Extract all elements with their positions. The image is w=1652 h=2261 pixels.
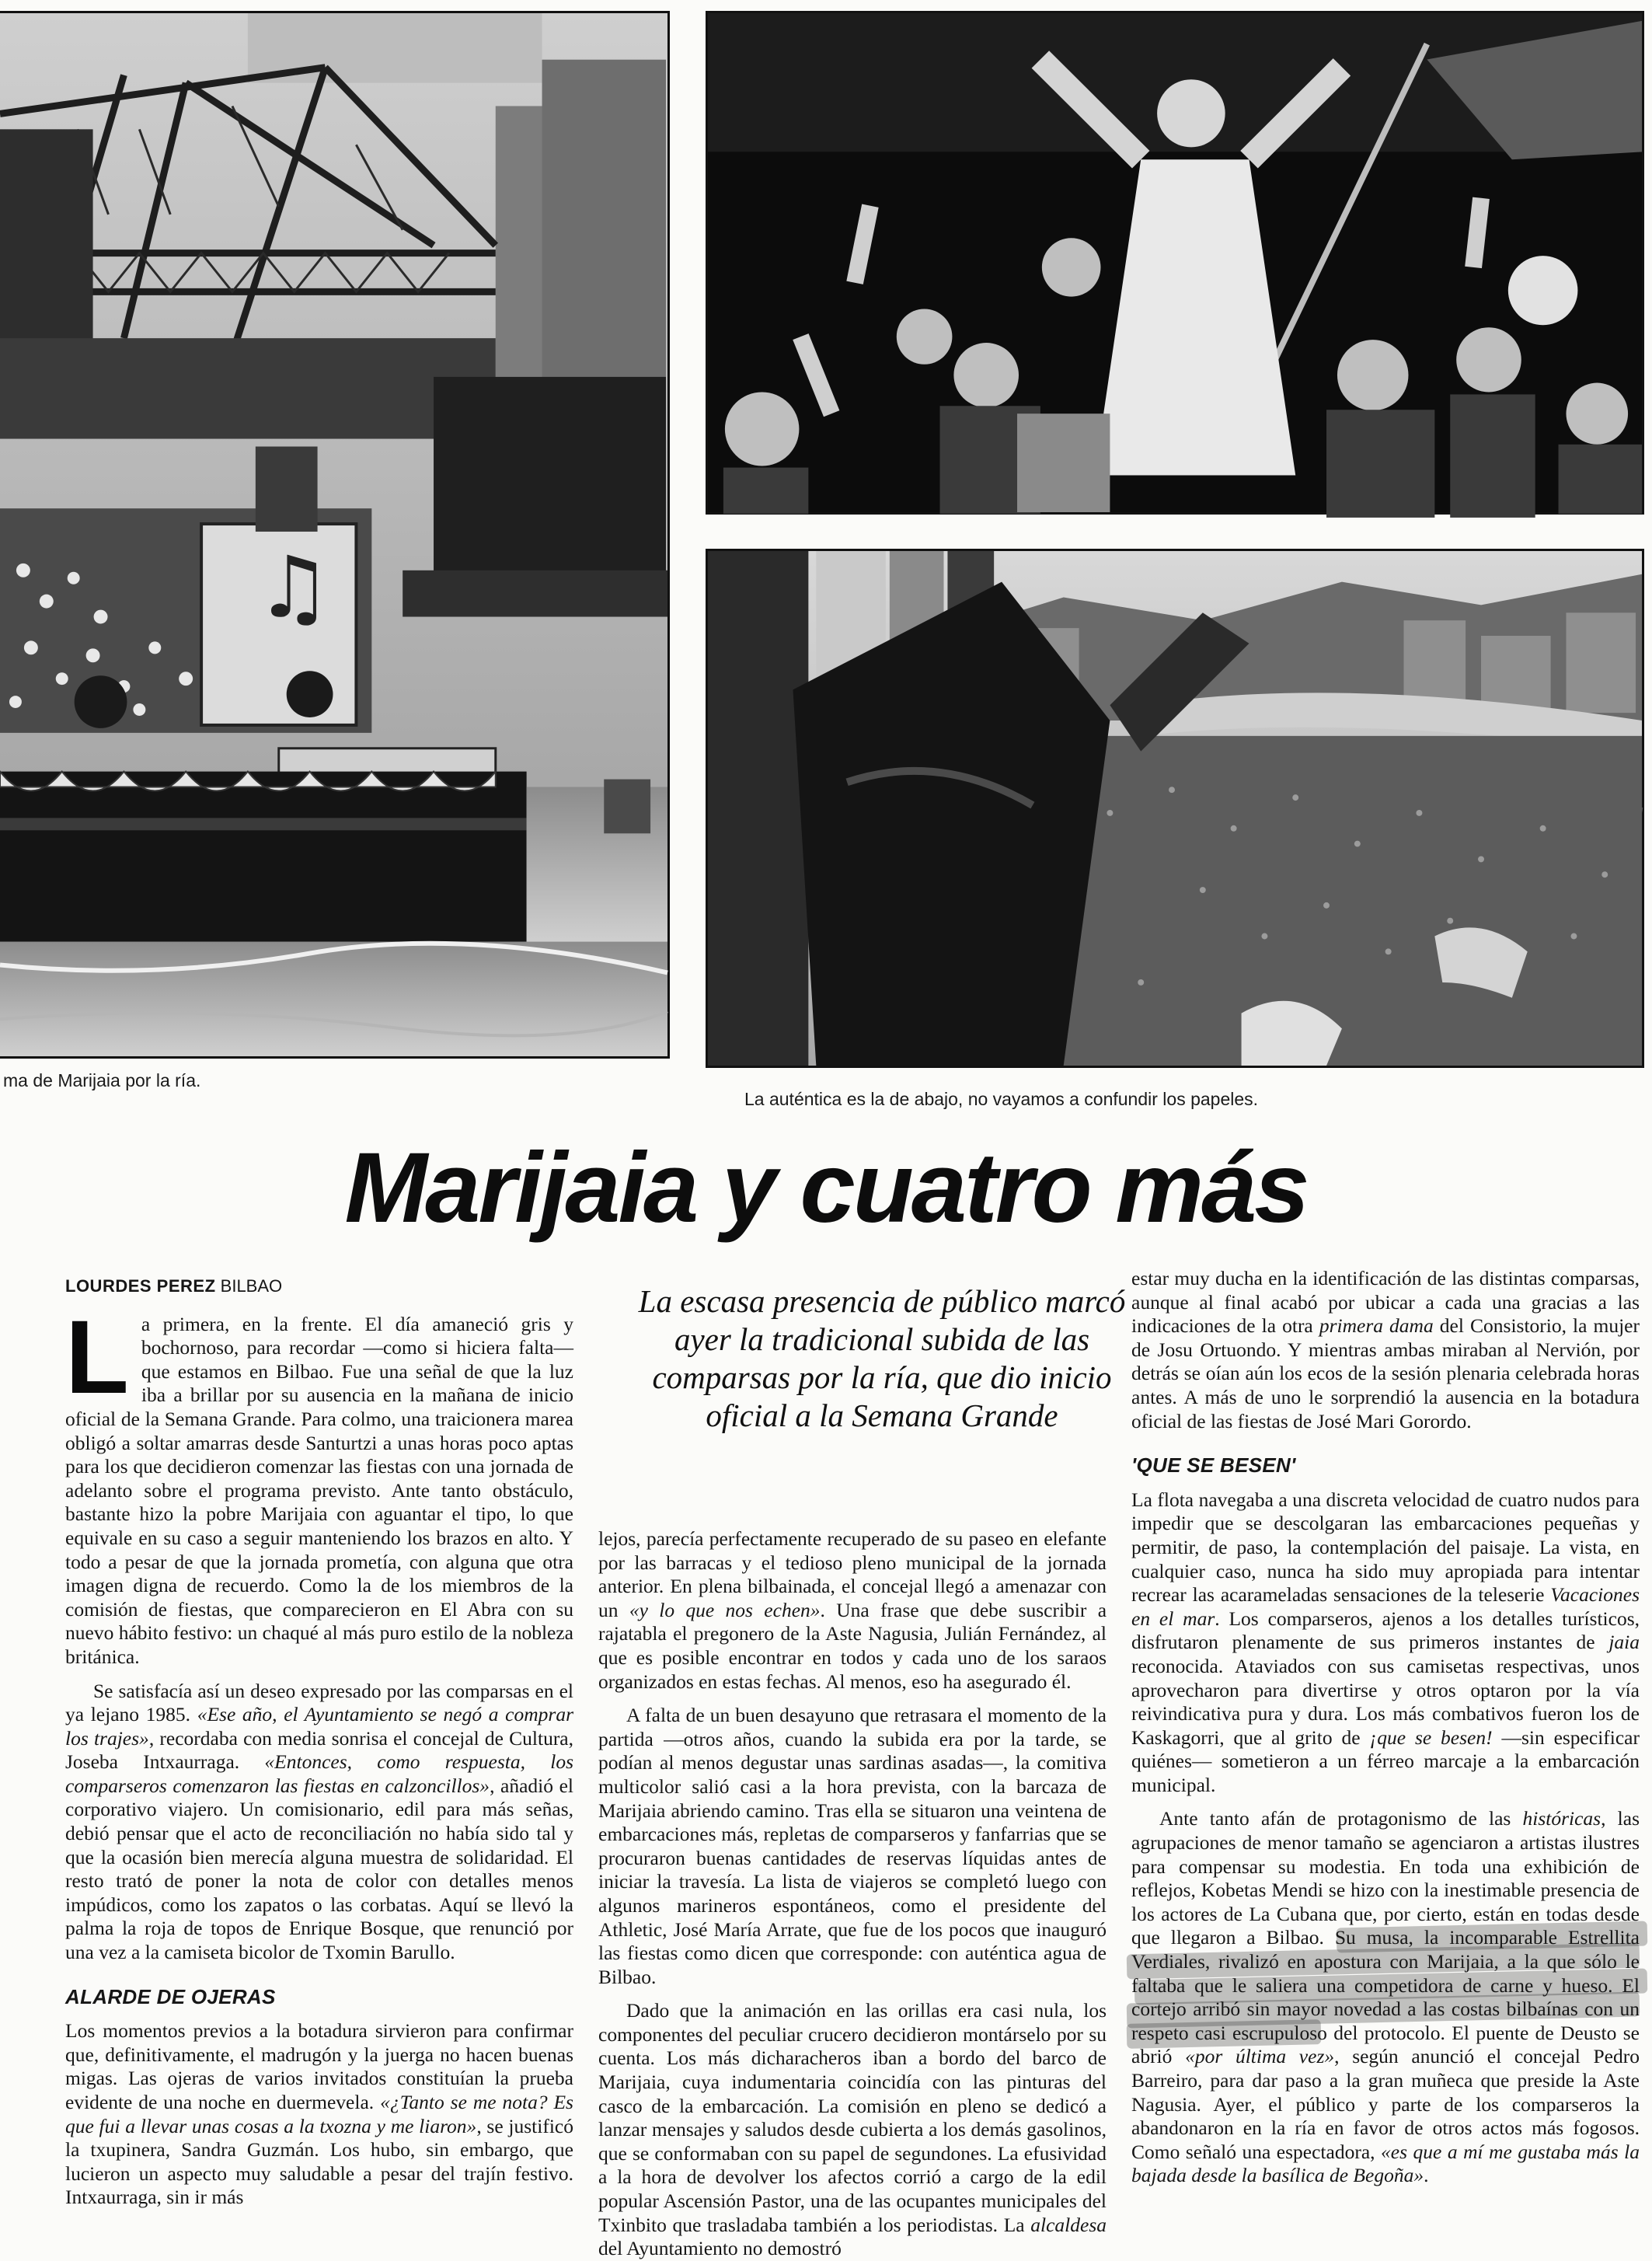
byline	[65, 1275, 573, 1299]
svg-text:♫: ♫	[255, 537, 333, 637]
paragraph: Los momentos previos a la botadura sirvieron para confirmar que, definitivamente, el madrugón y la juerga no hacen buenas migas. Las ojeras de varios invitados constituían la prueba evidente de una noche en duermevela. «¿Tanto se me nota? Es que fui a llevar unas cosas a la txozna y me liaron», se justificó la txupinera, Sandra Guzmán. Los hubo, sin embargo, que lucieron un aspecto muy saludable a pesar del trajín festivo. Intxaurraga, sin ir más	[65, 2019, 573, 2209]
headline: Marijaia y cuatro más	[344, 1132, 1308, 1244]
paragraph: A falta de un buen desayuno que retrasara el momento de la partida —otros años, cuando la subida era por la tarde, se podían al menos degustar unas sardinas asadas—, la comitiva multicolor salió casi a la hora prevista, con la barcaza de Marijaia abriendo camino. Tras ella se situaron una veintena de embarcaciones más, repletas de comparseros y fanfarrias que se procuraron buenas cantidades de reservas líquidas antes de iniciar la travesía. La lista de viajeros se completó luego con algunos marineros espontáneos, como el presidente del Athletic, José María Arrate, que fue de los pocos que inauguró las fiestas como dicen que corresponde: con auténtica agua de Bilbao.	[598, 1704, 1107, 1988]
subhead-alarde-de-ojeras: ALARDE DE OJERAS	[65, 1984, 276, 2008]
caption-left-photo: ma de Marijaia por la ría.	[3, 1070, 201, 1090]
photo-barge-cranes	[0, 11, 670, 1059]
paragraph: Ante tanto afán de protagonismo de las históricas, las agrupaciones de menor tamaño se agenciaron a artistas ilustres para compensar su modestia. En toda una exhibición de reflejos, Kobetas Mendi se hizo con la inestimable presencia de los actores de La Cubana que, por cierto, están en todas desde que llegaron a Bilbao. Su musa, la incomparable Estrellita Verdiales, rivalizó en apostura con Marijaia, a la que sólo le faltaba que le saliera una competidora de carne y hueso. El cortejo arribó sin mayor novedad a las costas bilbaínas con un respeto casi escrupuloso del protocolo. El puente de Deusto se abrió «por última vez», según anunció el concejal Pedro Barreiro, para dar paso a la gran muñeca que preside la Aste Nagusia. Ayer, el público y parte de los comparseros la abandonaron en la ría en favor de otros actos más fogosos. Como señaló una espectadora, «es que a mí me gustaba más la bajada desde la basílica de Begoña».	[1131, 1807, 1640, 2187]
article-column-1	[65, 1275, 573, 2232]
subhead-que-se-besen: 'QUE SE BESEN'	[1131, 1453, 1296, 1478]
article-deck: La escasa presencia de público marcó ayer la tradicional subida de las comparsas por la ría, que dio inicio oficial a la Semana Grande	[638, 1283, 1126, 1433]
photo-puppet-crowd	[706, 549, 1644, 1068]
article-column-3	[1131, 1267, 1640, 2232]
paragraph: La primera, en la frente. El día amaneció gris y bochornoso, para recordar —como si hiciera falta— que estamos en Bilbao. Fue una señal de que la luz iba a brillar por su ausencia en la mañana de inicio oficial de la Semana Grande. Para colmo, una traicionera marea obligó a soltar amarras desde Santurtzi a unas horas poco aptas para los que decidieron comenzar las fiestas con una jornada de adelanto sobre el programa previsto. Ante tanto obstáculo, bastante hizo la pobre Marijaia con aguantar el tipo, lo que equivale en su caso a seguir manteniendo los brazos en alto. Y todo a pesar de que la jornada prometía, con alguna que otra imagen digna de recuerdo. Como la de los miembros de la comisión de fiestas, que comparecieron en El Abra con su nuevo hábito festivo: un chaqué al más puro estilo de la nobleza británica.	[65, 1299, 573, 1668]
paragraph: Se satisfacía así un deseo expresado por las comparsas en el ya lejano 1985. «Ese año, el Ayuntamiento se negó a comprar los trajes», recordaba con media sonrisa el concejal de Cultura, Joseba Intxaurraga. «Entonces, como respuesta, los comparseros comenzaron las fiestas en calzoncillos», añadió el corporativo viajero. Un comisionario, edil para más señas, debió pensar que el acto de reconciliación no había sido tal y que la ocasión bien merecía alguna muestra de solidaridad. El resto trató de poner la nota de color con detalles menos impúdicos, como los zapatos o las corbatas. Aquí se llevó la palma la roja de topos de Enrique Bosque, que renunció por una vez a la camiseta bicolor de Txomin Barullo.	[65, 1679, 574, 1964]
drop-cap: L	[65, 1299, 129, 1415]
paragraph: estar muy ducha en la identificación de las distintas comparsas, aunque al final acabó por ubicar a cada una gracias a las indicaciones de la otra primera dama del Consistorio, la mujer de Josu Ortuondo. Y mientras ambas miraban al Nervión, por detrás se oían aún los ecos de la sesión plenaria celebrada horas antes. A más de uno le sorprendió la ausencia en la botadura oficial de las fiestas de José Mari Gorordo.	[1131, 1267, 1640, 1432]
paragraph: lejos, parecía perfectamente recuperado de su paseo en elefante por las barracas y el tedioso pleno municipal de la jornada anterior. En plena bilbainada, el concejal llegó a amenazar con un «y lo que nos echen». Una frase que debe suscribir a rajatabla el pregonero de la Aste Nagusia, Julián Fernández, al que es posible encontrar en todos y cada uno de los saraos organizados en estas fechas. Al menos, eso ha asegurado él.	[598, 1527, 1107, 1693]
caption-right-photo: La auténtica es la de abajo, no vayamos a confundir los papeles.	[744, 1089, 1259, 1109]
byline-author: LOURDES PEREZ	[65, 1276, 216, 1296]
paragraph: La flota navegaba a una discreta velocidad de cuatro nudos para impedir que se descolgaran las embarcaciones pequeñas y permitir, de paso, la contemplación del paisaje. La vista, en cualquier caso, nunca ha sido muy apropiada para intentar recrear las acarameladas sensaciones de la teleserie Vacaciones en el mar. Los comparseros, ajenos a los detalles turísticos, disfrutaron plenamente de sus primeros instantes de jaia reconocida. Ataviados con sus camisetas respectivas, unos aprovecharon para divertirse y otros optaron por la vía reivindicativa pura y dura. Los más combativos fueron los de Kaskagorri, que al grito de ¡que se besen! —sin especificar quiénes— sometieron a un férreo marcaje a la embarcación municipal.	[1131, 1488, 1640, 1796]
article-column-2	[598, 1527, 1107, 2260]
paragraph: Dado que la animación en las orillas era casi nula, los componentes del peculiar crucero decidieron montárselo por su cuenta. Los más dicharacheros iban a bordo del barco de Marijaia, cuya indumentaria coincidía con las pinturas del casco de la embarcación. La comisión en pleno se dedicó a lanzar mensajes y saludos desde cubierta a los demás gasolinos, que se conformaban con su papel de segundones. La efusividad a la hora de devolver los afectos corrió a cargo de la edil popular Ascensión Pastor, una de las ocupantes municipales del Txinbito que trasladaba también a los periodistas. La alcaldesa del Ayuntamiento no demostró	[598, 1999, 1107, 2260]
byline-place: BILBAO	[220, 1276, 283, 1296]
photo-celebrating-group	[706, 11, 1644, 515]
